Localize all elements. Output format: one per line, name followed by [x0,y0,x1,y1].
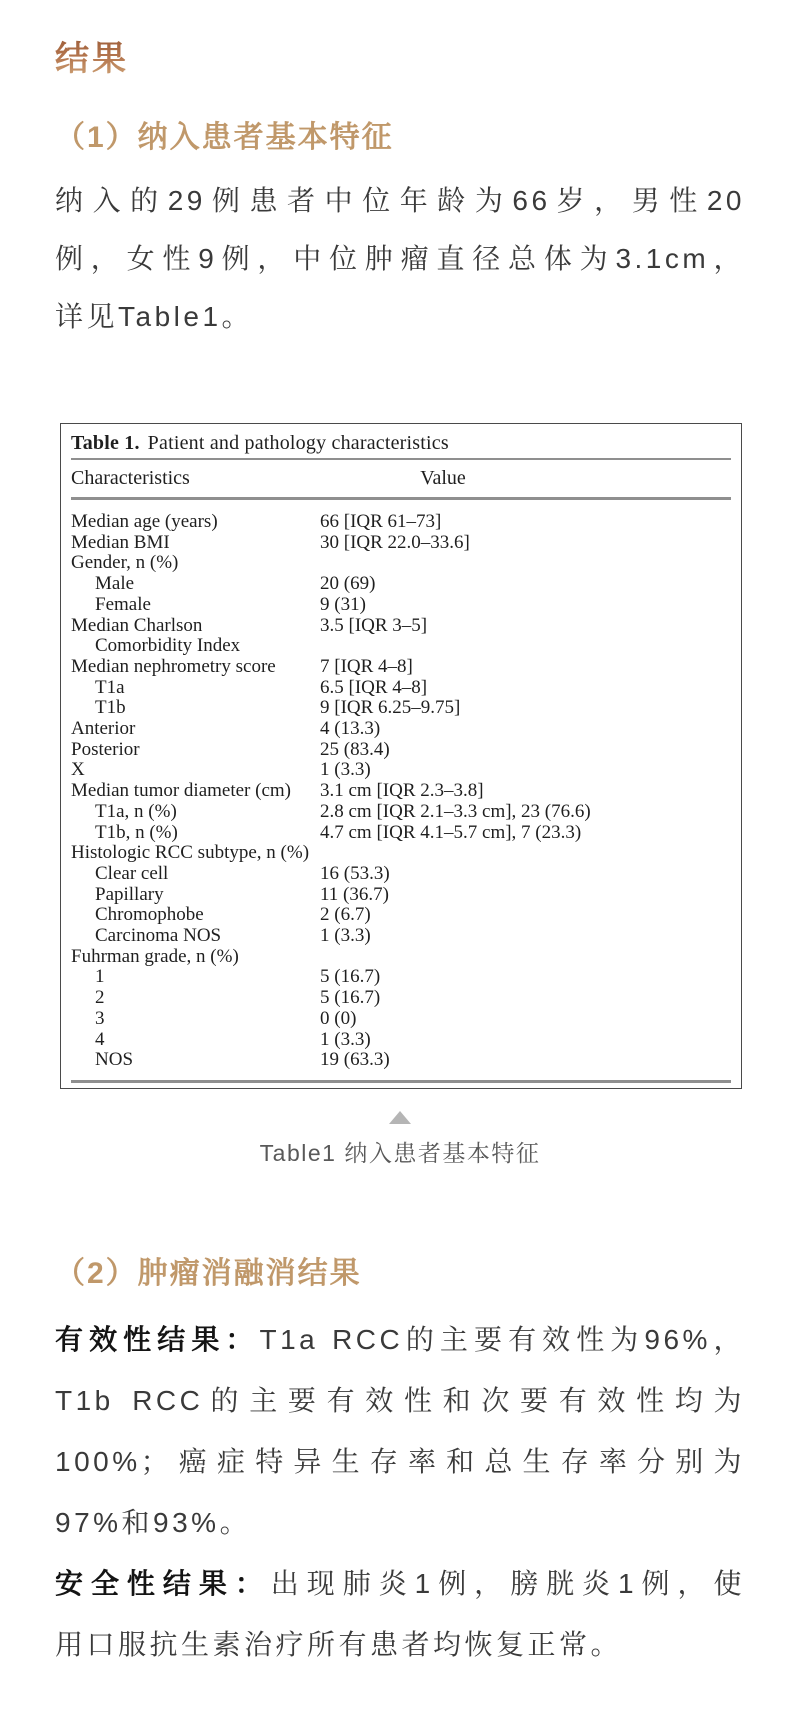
text-line: 例，女性9例，中位肿瘤直径总体为3.1cm， [55,243,745,274]
row-label: 4 [95,1028,105,1050]
row-label: Clear cell [95,862,169,884]
row-label: T1b, n (%) [95,821,178,843]
row-value [320,947,731,968]
table-row [71,719,731,740]
table-title-text: Patient and pathology characteristics [147,432,449,454]
row-label: Median BMI [71,531,170,553]
row-label: 1 [95,966,105,988]
row-value: 3.5 [IQR 3–5] [320,614,428,636]
row-value: 11 (36.7) [320,883,389,905]
row-label: Median tumor diameter (cm) [71,780,292,802]
row-value: 20 (69) [320,573,376,595]
row-value: 1 (3.3) [320,1028,371,1050]
row-label: Fuhrman grade, n (%) [71,945,239,967]
row-value: 9 (31) [320,593,366,615]
row-label: Anterior [71,718,136,740]
table-row [71,657,731,678]
row-label: Histologic RCC subtype, n (%) [71,842,310,864]
column-header-characteristics: Characteristics [71,467,190,489]
table-caption-text: Table1 纳入患者基本特征 [259,1140,541,1166]
text-line: 100%；癌症特异生存率和总生存率分别为 [55,1446,745,1477]
table-row [71,1009,731,1030]
row-value [320,636,731,657]
row-label: Male [95,573,135,595]
safety-label: 安全性结果： [55,1568,271,1599]
row-label: 3 [95,1007,105,1029]
row-value: 1 (3.3) [320,759,371,781]
table-row [71,574,731,595]
text-line: 97%和93%。 [55,1507,252,1538]
efficacy-label: 有效性结果： [55,1324,260,1355]
table-row [71,947,731,968]
row-value [320,843,731,864]
table-row [71,740,731,761]
row-value: 4 (13.3) [320,718,381,740]
column-header-value: Value [420,467,466,489]
table-row [71,678,731,699]
table-row [71,512,731,533]
paragraph-safety [55,1553,745,1675]
paragraph-patient-intro [55,172,745,346]
row-value: 19 (63.3) [320,1049,390,1071]
table-row [71,553,731,574]
row-label: 2 [95,987,105,1009]
row-value: 9 [IQR 6.25–9.75] [320,697,461,719]
table-label: Table 1. [71,432,140,454]
row-value: 2 (6.7) [320,904,371,926]
table1-figure [60,423,745,1089]
text-span: 出现肺炎1例，膀胱炎1例，使 [270,1568,745,1599]
row-label: Female [95,593,151,615]
row-value: 30 [IQR 22.0–33.6] [320,531,470,553]
table-row [71,885,731,906]
row-label: NOS [95,1049,134,1071]
row-label: Papillary [95,883,164,905]
table-row [71,698,731,719]
table-header-row [71,460,731,497]
row-label: Comorbidity Index [95,635,241,657]
row-label: T1a [95,676,125,698]
table-row [71,905,731,926]
table-row [71,636,731,657]
table-row [71,988,731,1009]
table-row [71,595,731,616]
table-row [71,967,731,988]
text-line: T1b RCC的主要有效性和次要有效性均为 [55,1385,745,1416]
text-line: 详见Table1。 [55,301,254,332]
row-label: Gender, n (%) [71,552,179,574]
table-bottom-rule [71,1080,731,1083]
row-value: 5 (16.7) [320,987,381,1009]
row-value: 2.8 cm [IQR 2.1–3.3 cm], 23 (76.6) [320,800,591,822]
row-value: 16 (53.3) [320,862,390,884]
table-row [71,760,731,781]
table-row [71,926,731,947]
row-label: Chromophobe [95,904,204,926]
row-label: Posterior [71,738,140,760]
row-value: 3.1 cm [IQR 2.3–3.8] [320,780,484,802]
row-value: 1 (3.3) [320,925,371,947]
row-value [320,553,731,574]
table-row [71,1050,731,1071]
row-value: 25 (83.4) [320,738,390,760]
table-title [71,424,731,455]
table-row [71,781,731,802]
row-label: Median Charlson [71,614,203,636]
table-row [71,1030,731,1051]
row-value: 4.7 cm [IQR 4.1–5.7 cm], 7 (23.3) [320,821,582,843]
row-value: 0 (0) [320,1007,357,1029]
table-row [71,843,731,864]
collapse-triangle-icon [389,1111,411,1124]
row-label: T1b [95,697,126,719]
text-span: T1a RCC的主要有效性为96%， [259,1324,745,1355]
table-row [71,802,731,823]
text-line: 纳入的29例患者中位年龄为66岁，男性20 [55,185,745,216]
text-line: 用口服抗生素治疗所有患者均恢复正常。 [55,1629,623,1660]
section-title: 结果 [55,38,745,82]
text-line [55,1553,745,1614]
table-row [71,864,731,885]
row-value: 5 (16.7) [320,966,381,988]
table-body [71,500,731,1071]
paragraph-efficacy [55,1309,745,1553]
row-label: Carcinoma NOS [95,925,222,947]
table-row [71,616,731,637]
table-row [71,533,731,554]
row-label: Median nephrometry score [71,655,276,677]
table1 [60,423,742,1089]
row-value: 6.5 [IQR 4–8] [320,676,428,698]
table-caption [55,1111,745,1168]
text-line [55,1309,745,1370]
table-row [71,823,731,844]
row-value: 7 [IQR 4–8] [320,655,413,677]
subsection-1-heading: （1）纳入患者基本特征 [55,121,394,154]
row-label: X [71,759,85,781]
row-label: T1a, n (%) [95,800,177,822]
subsection-2-heading: （2）肿瘤消融消结果 [55,1257,362,1290]
article-page [0,38,800,1675]
row-value: 66 [IQR 61–73] [320,511,442,532]
row-label: Median age (years) [71,511,218,532]
